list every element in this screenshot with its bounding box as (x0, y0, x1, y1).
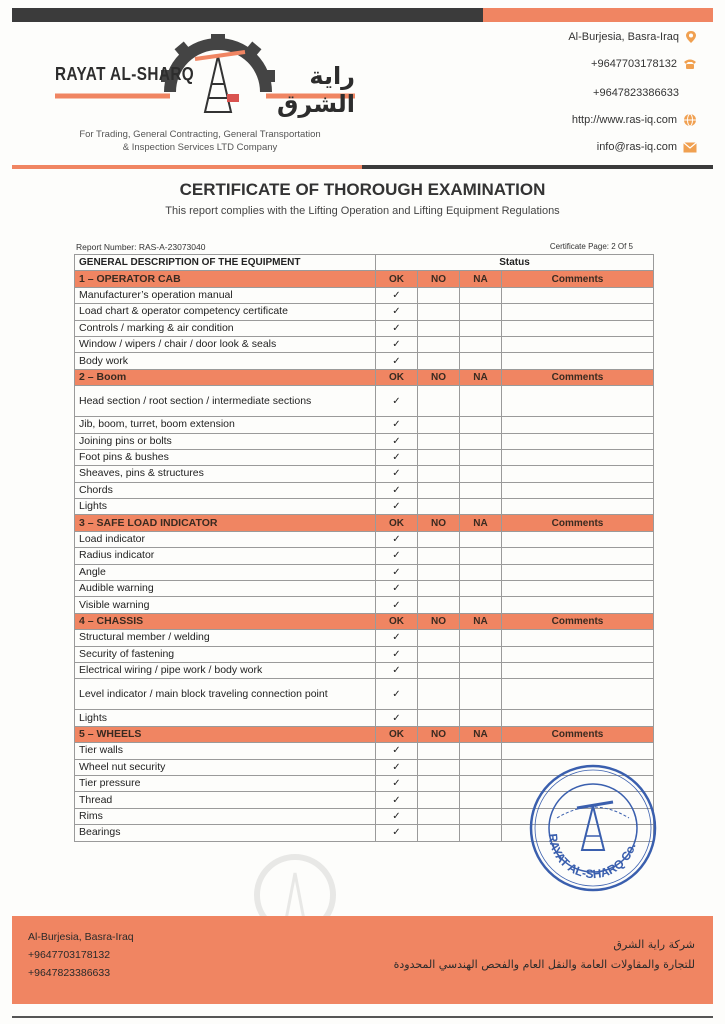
footer-address: Al-Burjesia, Basra-Iraq (28, 931, 134, 943)
item-label: Security of fastening (75, 646, 376, 662)
na-cell (460, 499, 502, 515)
section-title: 4 – CHASSIS (75, 613, 376, 629)
table-row (75, 564, 654, 580)
ok-check-mark: ✓ (376, 679, 418, 710)
contact-phone-1: +9647703178132 (591, 58, 697, 70)
ok-check-mark: ✓ (376, 662, 418, 678)
no-cell (418, 646, 460, 662)
item-label: Controls / marking & air condition (75, 320, 376, 336)
ok-check-mark: ✓ (376, 417, 418, 433)
table-row (75, 597, 654, 613)
table-row (75, 433, 654, 449)
item-label: Structural member / welding (75, 630, 376, 646)
table-row (75, 482, 654, 498)
table-row (75, 679, 654, 710)
globe-icon (683, 113, 697, 127)
na-cell (460, 482, 502, 498)
no-cell (418, 287, 460, 303)
table-row (75, 743, 654, 759)
certificate-page: Certificate Page: 2 Of 5 (549, 242, 633, 251)
contact-website: http://www.ras-iq.com (572, 113, 697, 127)
na-cell (460, 581, 502, 597)
ok-check-mark: ✓ (376, 792, 418, 808)
table-row (75, 287, 654, 303)
footer-services-ar: للتجارة والمقاولات العامة والنقل العام والفحص الهندسي المحدودة (393, 958, 695, 971)
ok-check-mark: ✓ (376, 499, 418, 515)
report-number: Report Number: RAS-A-23073040 (76, 242, 206, 252)
item-label: Rims (75, 808, 376, 824)
table-row (75, 386, 654, 417)
item-label: Bearings (75, 825, 376, 841)
ok-column-header: OK (376, 613, 418, 629)
item-label: Thread (75, 792, 376, 808)
ok-check-mark: ✓ (376, 548, 418, 564)
no-cell (418, 597, 460, 613)
no-cell (418, 825, 460, 841)
comments-cell (502, 449, 654, 465)
table-row (75, 449, 654, 465)
table-row (75, 662, 654, 678)
item-label: Tier pressure (75, 775, 376, 791)
table-row (75, 646, 654, 662)
ok-check-mark: ✓ (376, 531, 418, 547)
ok-check-mark: ✓ (376, 564, 418, 580)
item-label: Foot pins & bushes (75, 449, 376, 465)
item-label: Lights (75, 499, 376, 515)
table-row (75, 548, 654, 564)
no-cell (418, 662, 460, 678)
contact-address: Al-Burjesia, Basra-Iraq (568, 30, 697, 44)
ok-check-mark: ✓ (376, 808, 418, 824)
section-header-row (75, 271, 654, 287)
na-cell (460, 353, 502, 369)
no-cell (418, 548, 460, 564)
comments-cell (502, 320, 654, 336)
item-label: Body work (75, 353, 376, 369)
ok-check-mark: ✓ (376, 743, 418, 759)
na-cell (460, 320, 502, 336)
item-label: Audible warning (75, 581, 376, 597)
no-cell (418, 482, 460, 498)
no-cell (418, 320, 460, 336)
ok-check-mark: ✓ (376, 386, 418, 417)
no-cell (418, 808, 460, 824)
ok-column-header: OK (376, 726, 418, 742)
comments-cell (502, 531, 654, 547)
na-cell (460, 287, 502, 303)
no-cell (418, 304, 460, 320)
footer-phone-1: +9647703178132 (28, 949, 111, 961)
item-label: Window / wipers / chair / door look & seals (75, 336, 376, 352)
comments-cell (502, 353, 654, 369)
table-row (75, 304, 654, 320)
comments-cell (502, 482, 654, 498)
general-description-header: GENERAL DESCRIPTION OF THE EQUIPMENT (75, 255, 376, 271)
table-row (75, 353, 654, 369)
comments-cell (502, 710, 654, 726)
comments-cell (502, 743, 654, 759)
na-column-header: NA (460, 613, 502, 629)
section-title: 5 – WHEELS (75, 726, 376, 742)
ok-check-mark: ✓ (376, 466, 418, 482)
examination-table-body (75, 255, 654, 842)
no-cell (418, 775, 460, 791)
ok-check-mark: ✓ (376, 287, 418, 303)
item-label: Manufacturer’s operation manual (75, 287, 376, 303)
comments-cell (502, 466, 654, 482)
footer-company-arabic (394, 935, 695, 975)
comments-cell (502, 417, 654, 433)
item-label: Electrical wiring / pipe work / body work (75, 662, 376, 678)
na-cell (460, 548, 502, 564)
no-column-header: NO (418, 515, 460, 531)
no-cell (418, 710, 460, 726)
na-column-header: NA (460, 271, 502, 287)
no-column-header: NO (418, 726, 460, 742)
na-cell (460, 564, 502, 580)
na-cell (460, 646, 502, 662)
no-cell (418, 792, 460, 808)
no-column-header: NO (418, 271, 460, 287)
comments-column-header: Comments (502, 515, 654, 531)
ok-check-mark: ✓ (376, 630, 418, 646)
comments-cell (502, 499, 654, 515)
table-row (75, 499, 654, 515)
na-cell (460, 743, 502, 759)
na-cell (460, 417, 502, 433)
item-label: Radius indicator (75, 548, 376, 564)
comments-cell (502, 597, 654, 613)
na-cell (460, 336, 502, 352)
contact-email: info@ras-iq.com (597, 141, 697, 153)
ok-column-header: OK (376, 515, 418, 531)
ok-check-mark: ✓ (376, 336, 418, 352)
table-header-row (75, 255, 654, 271)
na-cell (460, 775, 502, 791)
item-label: Angle (75, 564, 376, 580)
comments-cell (502, 581, 654, 597)
no-cell (418, 630, 460, 646)
examination-table (74, 254, 654, 842)
section-header-row (75, 515, 654, 531)
comments-cell (502, 564, 654, 580)
table-row (75, 630, 654, 646)
ok-check-mark: ✓ (376, 449, 418, 465)
ok-check-mark: ✓ (376, 597, 418, 613)
bottom-divider (12, 1016, 713, 1018)
tagline: For Trading, General Contracting, General Transportation & Inspection Services LTD Company (79, 129, 321, 153)
footer-contact (28, 928, 134, 982)
comments-cell (502, 433, 654, 449)
item-label: Sheaves, pins & structures (75, 466, 376, 482)
na-cell (460, 304, 502, 320)
na-cell (460, 531, 502, 547)
comments-cell (502, 304, 654, 320)
na-cell (460, 808, 502, 824)
comments-cell (502, 548, 654, 564)
item-label: Lights (75, 710, 376, 726)
no-cell (418, 743, 460, 759)
no-cell (418, 499, 460, 515)
logo-text-ar: راية الشرق (276, 62, 355, 118)
mail-icon (683, 142, 697, 153)
comments-column-header: Comments (502, 271, 654, 287)
comments-cell (502, 646, 654, 662)
comments-cell (502, 336, 654, 352)
footer-company-name-ar: شركة راية الشرق (613, 938, 695, 951)
table-row (75, 466, 654, 482)
no-cell (418, 564, 460, 580)
company-seal-stamp (527, 762, 659, 892)
comments-column-header: Comments (502, 613, 654, 629)
no-cell (418, 679, 460, 710)
ok-check-mark: ✓ (376, 581, 418, 597)
section-title: 2 – Boom (75, 369, 376, 385)
contact-phone-2: +9647823386633 (593, 87, 679, 99)
no-cell (418, 433, 460, 449)
item-label: Visible warning (75, 597, 376, 613)
ok-check-mark: ✓ (376, 759, 418, 775)
table-row (75, 336, 654, 352)
ok-check-mark: ✓ (376, 320, 418, 336)
na-column-header: NA (460, 369, 502, 385)
item-label: Head section / root section / intermediate sections (75, 386, 376, 417)
comments-cell (502, 287, 654, 303)
no-cell (418, 386, 460, 417)
item-label: Load indicator (75, 531, 376, 547)
table-row (75, 320, 654, 336)
section-title: 3 – SAFE LOAD INDICATOR (75, 515, 376, 531)
item-label: Wheel nut security (75, 759, 376, 775)
table-row (75, 581, 654, 597)
logo-text-en: RAYAT AL-SHARQ (55, 64, 195, 84)
comments-cell (502, 630, 654, 646)
ok-check-mark: ✓ (376, 710, 418, 726)
na-cell (460, 386, 502, 417)
location-pin-icon (685, 30, 697, 44)
item-label: Tier walls (75, 743, 376, 759)
no-cell (418, 466, 460, 482)
ok-check-mark: ✓ (376, 433, 418, 449)
no-cell (418, 581, 460, 597)
table-row (75, 417, 654, 433)
no-column-header: NO (418, 613, 460, 629)
comments-cell (502, 679, 654, 710)
no-column-header: NO (418, 369, 460, 385)
svg-text:RAYAT AL-SHARQ Co. (546, 833, 639, 881)
status-header: Status (376, 255, 654, 271)
comments-cell (502, 662, 654, 678)
na-cell (460, 433, 502, 449)
footer-phone-2: +9647823386633 (28, 967, 111, 979)
item-label: Jib, boom, turret, boom extension (75, 417, 376, 433)
section-title: 1 – OPERATOR CAB (75, 271, 376, 287)
ok-check-mark: ✓ (376, 825, 418, 841)
no-cell (418, 353, 460, 369)
seal-text: RAYAT AL-SHARQ Co. (545, 832, 639, 882)
no-cell (418, 336, 460, 352)
na-cell (460, 449, 502, 465)
na-cell (460, 759, 502, 775)
ok-check-mark: ✓ (376, 646, 418, 662)
comments-cell (502, 386, 654, 417)
na-cell (460, 825, 502, 841)
ok-check-mark: ✓ (376, 482, 418, 498)
ok-check-mark: ✓ (376, 304, 418, 320)
na-column-header: NA (460, 726, 502, 742)
na-cell (460, 466, 502, 482)
no-cell (418, 417, 460, 433)
comments-column-header: Comments (502, 726, 654, 742)
na-cell (460, 710, 502, 726)
table-row (75, 531, 654, 547)
no-cell (418, 449, 460, 465)
page-subtitle: This report complies with the Lifting Operation and Lifting Equipment Regulations (165, 205, 560, 217)
item-label: Joining pins or bolts (75, 433, 376, 449)
na-cell (460, 662, 502, 678)
comments-column-header: Comments (502, 369, 654, 385)
na-cell (460, 630, 502, 646)
ok-check-mark: ✓ (376, 775, 418, 791)
item-label: Level indicator / main block traveling connection point (75, 679, 376, 710)
section-header-row (75, 613, 654, 629)
top-bar (12, 8, 713, 22)
na-cell (460, 792, 502, 808)
header-divider (12, 165, 713, 169)
section-header-row (75, 726, 654, 742)
ok-column-header: OK (376, 369, 418, 385)
page-title: CERTIFICATE OF THOROUGH EXAMINATION (179, 180, 546, 199)
na-cell (460, 679, 502, 710)
ok-check-mark: ✓ (376, 353, 418, 369)
no-cell (418, 759, 460, 775)
telephone-icon (683, 58, 697, 70)
na-column-header: NA (460, 515, 502, 531)
ok-column-header: OK (376, 271, 418, 287)
section-header-row (75, 369, 654, 385)
item-label: Load chart & operator competency certificate (75, 304, 376, 320)
table-row (75, 710, 654, 726)
no-cell (418, 531, 460, 547)
item-label: Chords (75, 482, 376, 498)
na-cell (460, 597, 502, 613)
